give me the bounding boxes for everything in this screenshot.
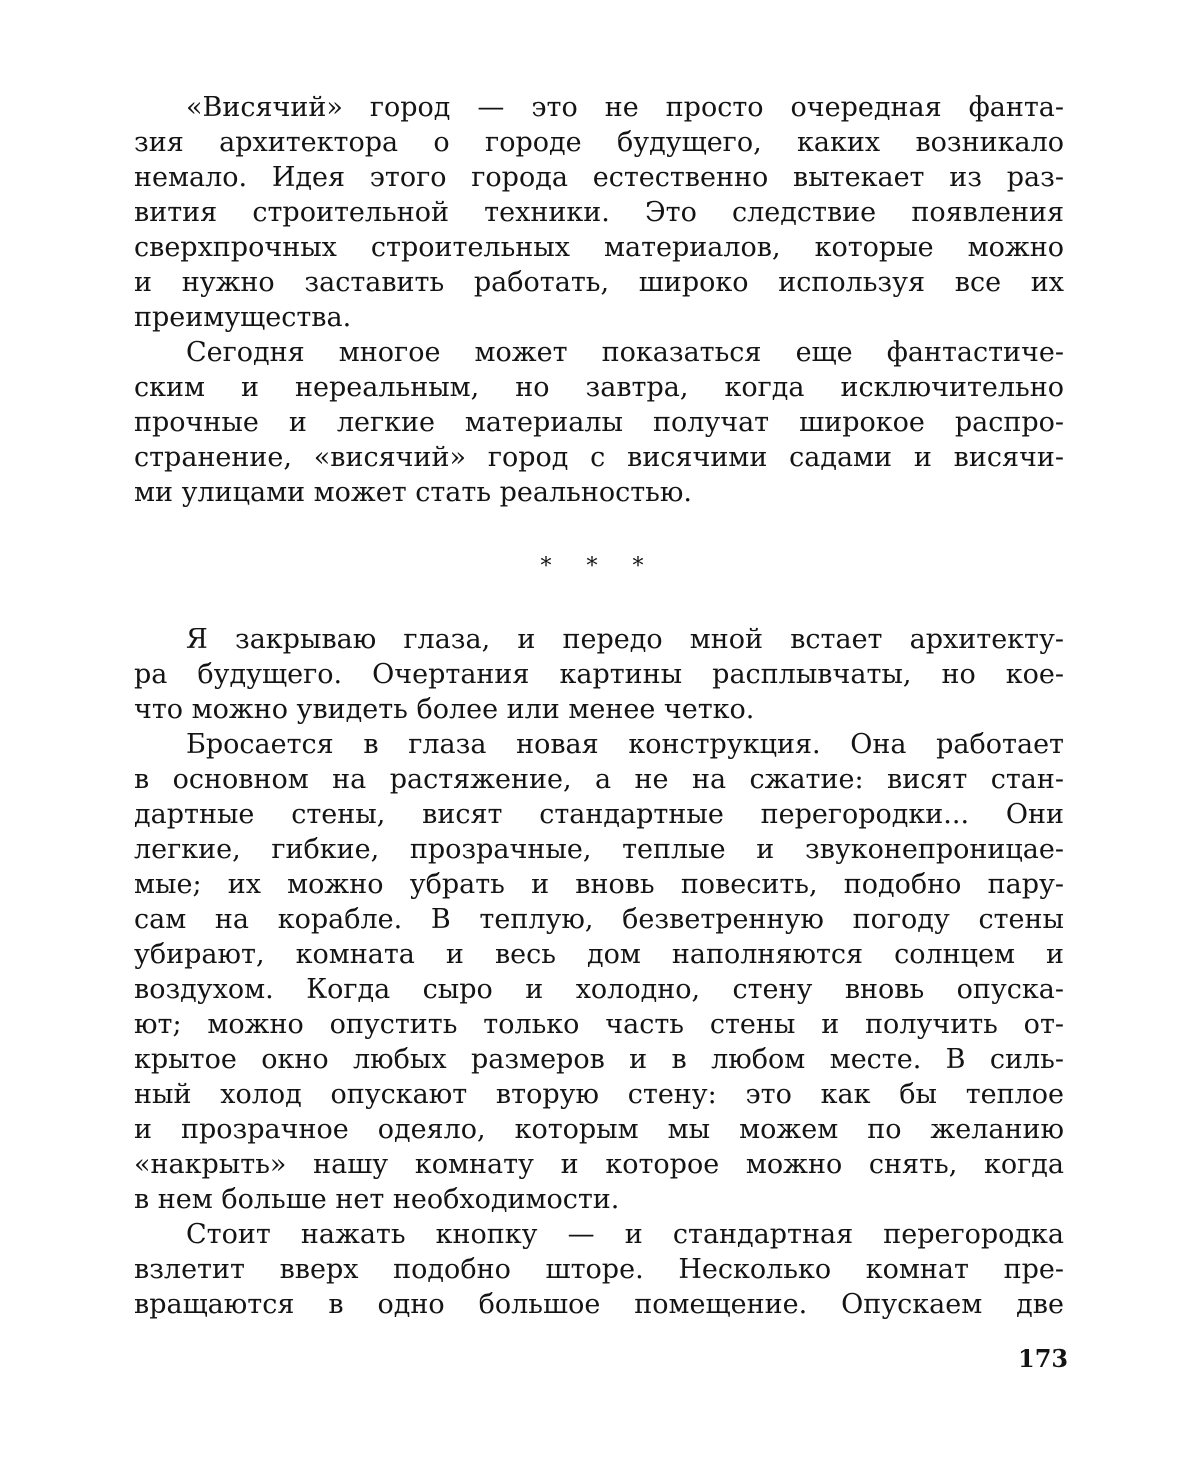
text-line: Бросается в глаза новая конструкция. Она работает (186, 729, 1064, 760)
text-line: ют; можно опустить только часть стены и получить от- (134, 1009, 1064, 1040)
text-line: немало. Идея этого города естественно вытекает из раз- (134, 162, 1064, 193)
text-line: в нем больше нет необходимости. (134, 1184, 620, 1215)
text-line: взлетит вверх подобно шторе. Несколько комнат пре- (134, 1254, 1064, 1285)
page-number: 173 (1018, 1344, 1069, 1373)
text-line: Я закрываю глаза, и передо мной встает архитекту- (186, 624, 1064, 655)
section-separator: * * * (540, 553, 658, 579)
text-section-top (134, 90, 1064, 510)
text-line: мые; их можно убрать и вновь повесить, подобно пару- (134, 869, 1064, 900)
text-line: вращаются в одно большое помещение. Опускаем две (134, 1289, 1064, 1320)
text-line: сам на корабле. В теплую, безветренную погоду стены (134, 904, 1064, 935)
text-line: и прозрачное одеяло, которым мы можем по желанию (134, 1114, 1064, 1145)
text-line: прочные и легкие материалы получат широкое распро- (134, 407, 1064, 438)
text-line: дартные стены, висят стандартные перегородки... Они (134, 799, 1064, 830)
text-line: сверхпрочных строительных материалов, которые можно (134, 232, 1064, 263)
paragraph (134, 335, 1064, 510)
text-line: ским и нереальным, но завтра, когда исключительно (134, 372, 1064, 403)
text-line: в основном на растяжение, а не на сжатие: висят стан- (134, 764, 1064, 795)
text-line: убирают, комната и весь дом наполняются солнцем и (134, 939, 1064, 970)
text-line: легкие, гибкие, прозрачные, теплые и звуконепроницае- (134, 834, 1064, 865)
text-line: воздухом. Когда сыро и холодно, стену вновь опуска- (134, 974, 1064, 1005)
text-line: вития строительной техники. Это следствие появления (134, 197, 1064, 228)
text-line: что можно увидеть более или менее четко. (134, 694, 755, 725)
paragraph (134, 622, 1064, 727)
text-line: ра будущего. Очертания картины расплывчаты, но кое- (134, 659, 1064, 690)
text-line: Сегодня многое может показаться еще фантастиче- (186, 337, 1064, 368)
text-line: зия архитектора о городе будущего, каких возникало (134, 127, 1064, 158)
paragraph (134, 1217, 1064, 1322)
text-line: «Висячий» город — это не просто очередная фанта- (186, 92, 1064, 123)
text-section-bottom (134, 622, 1064, 1322)
paragraph (134, 727, 1064, 1217)
text-line: и нужно заставить работать, широко используя все их (134, 267, 1064, 298)
text-line: ми улицами может стать реальностью. (134, 477, 692, 508)
text-line: ный холод опускают вторую стену: это как бы теплое (134, 1079, 1064, 1110)
page-body (134, 90, 1064, 1322)
text-line: крытое окно любых размеров и в любом месте. В силь- (134, 1044, 1064, 1075)
paragraph (134, 90, 1064, 335)
text-line: «накрыть» нашу комнату и которое можно снять, когда (134, 1149, 1064, 1180)
text-line: преимущества. (134, 302, 352, 333)
text-line: Стоит нажать кнопку — и стандартная перегородка (186, 1219, 1064, 1250)
text-line: странение, «висячий» город с висячими садами и висячи- (134, 442, 1064, 473)
